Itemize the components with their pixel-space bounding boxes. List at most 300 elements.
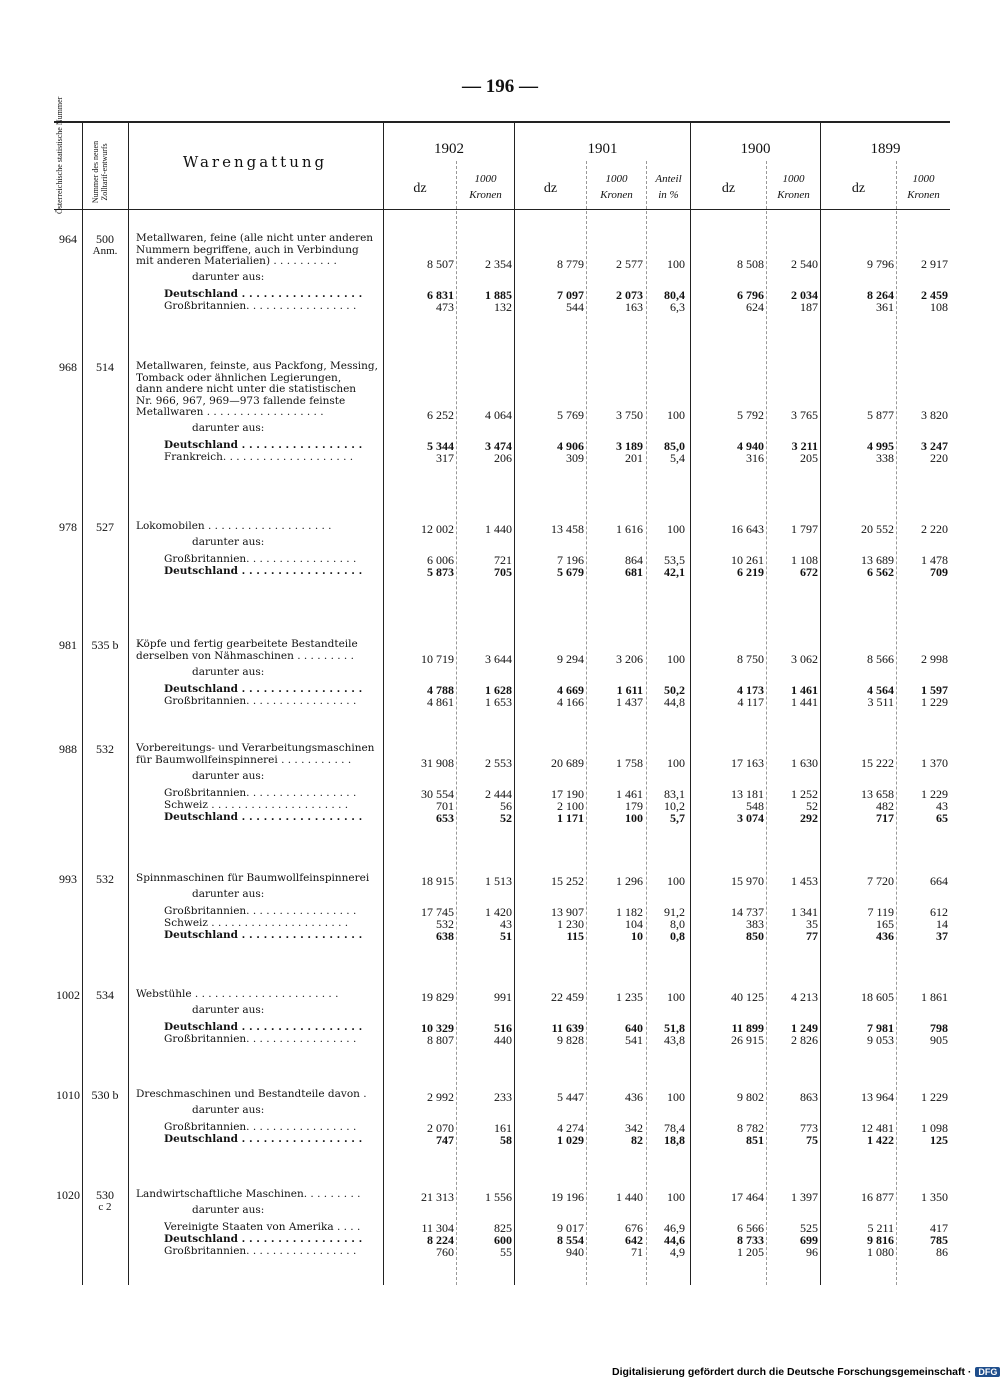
header-warengattung: Warengattung bbox=[182, 153, 328, 171]
country-value: 125 bbox=[930, 1133, 948, 1147]
country-value: 785 bbox=[930, 1233, 948, 1247]
total-value: 1 861 bbox=[921, 990, 948, 1004]
total-value: 991 bbox=[494, 990, 512, 1004]
page-number: — 196 — bbox=[462, 76, 538, 97]
country-name: Deutschland . . . . . . . . . . . . . . . . . bbox=[164, 289, 363, 300]
country-value: 600 bbox=[494, 1233, 512, 1247]
country-value: 1 249 bbox=[791, 1021, 818, 1035]
country-value: 1 461 bbox=[791, 682, 818, 697]
header-dz: dz bbox=[721, 181, 736, 196]
country-value: 760 bbox=[436, 1245, 454, 1259]
header-oesterr-nr: Österreichische statistische Nummer bbox=[55, 96, 64, 214]
country-value: 86 bbox=[936, 1245, 948, 1259]
total-value: 3 750 bbox=[616, 408, 643, 422]
country-value: 361 bbox=[876, 300, 894, 314]
country-value: 1 422 bbox=[867, 1133, 894, 1147]
total-value: 100 bbox=[667, 257, 685, 271]
country-value: 115 bbox=[566, 929, 584, 943]
country-value: 4 669 bbox=[557, 682, 584, 697]
header-dz: dz bbox=[851, 181, 866, 196]
country-name: Deutschland . . . . . . . . . . . . . . . . . bbox=[164, 440, 363, 451]
country-value: 1 108 bbox=[791, 553, 818, 567]
country-value: 3 474 bbox=[485, 439, 512, 453]
country-value: 4 274 bbox=[557, 1121, 584, 1135]
country-name: Großbritannien. . . . . . . . . . . . . . . . . bbox=[164, 787, 357, 799]
country-value: 4 117 bbox=[737, 694, 764, 709]
country-value: 58 bbox=[500, 1133, 512, 1147]
country-value: 4 995 bbox=[867, 439, 894, 453]
country-value: 825 bbox=[494, 1221, 512, 1235]
item-title-line: Metallwaren . . . . . . . . . . . . . . . . . . bbox=[136, 407, 324, 418]
country-value: 30 554 bbox=[421, 786, 454, 801]
total-value: 6 252 bbox=[427, 408, 454, 422]
country-value: 65 bbox=[936, 810, 948, 825]
country-value: 681 bbox=[625, 565, 643, 579]
country-value: 8 807 bbox=[427, 1033, 454, 1047]
country-value: 709 bbox=[930, 565, 948, 579]
country-value: 82 bbox=[631, 1133, 643, 1147]
country-value: 5 211 bbox=[867, 1221, 894, 1235]
country-value: 1 252 bbox=[791, 786, 818, 801]
item-title: Landwirtschaftliche Maschinen. . . . . . . . . bbox=[136, 1189, 361, 1200]
country-value: 851 bbox=[746, 1133, 764, 1147]
country-value: 132 bbox=[494, 300, 512, 314]
country-value: 10 261 bbox=[731, 553, 764, 567]
country-value: 10 329 bbox=[421, 1021, 454, 1035]
country-value: 6 566 bbox=[737, 1221, 764, 1235]
country-value: 165 bbox=[876, 917, 894, 931]
country-value: 3 074 bbox=[737, 810, 764, 825]
darunter-label: darunter aus: bbox=[192, 666, 265, 678]
country-value: 1 478 bbox=[921, 553, 948, 567]
country-value: 85,0 bbox=[664, 439, 685, 453]
item-title-line: derselben von Nähmaschinen . . . . . . . . . bbox=[136, 650, 354, 662]
country-value: 108 bbox=[930, 300, 948, 314]
country-value: 4 940 bbox=[737, 439, 764, 453]
total-value: 100 bbox=[667, 522, 685, 536]
country-value: 77 bbox=[806, 929, 818, 943]
country-value: 17 745 bbox=[421, 905, 454, 919]
total-value: 3 644 bbox=[485, 651, 512, 666]
header-kronen: 1000 Kronen bbox=[777, 173, 810, 201]
tariff-number: 532 bbox=[96, 742, 114, 756]
total-value: 100 bbox=[667, 1190, 685, 1204]
statistical-number: 993 bbox=[59, 872, 77, 886]
country-value: 52 bbox=[500, 810, 512, 825]
column-divider bbox=[82, 121, 83, 1285]
country-value: 6 219 bbox=[737, 565, 764, 579]
item-title: Metallwaren, feine (alle nicht unter anderen bbox=[136, 233, 374, 244]
country-value: 1 230 bbox=[557, 917, 584, 931]
tariff-note: Anm. bbox=[92, 245, 118, 257]
total-value: 8 779 bbox=[557, 257, 584, 271]
total-value: 22 459 bbox=[551, 990, 584, 1004]
total-value: 3 820 bbox=[921, 408, 948, 422]
total-value: 15 970 bbox=[731, 874, 764, 888]
country-value: 1 229 bbox=[921, 786, 948, 801]
header-zolltarif-nr: Nummer des neuen Zolltarif-entwurfs bbox=[91, 140, 109, 204]
country-value: 292 bbox=[800, 810, 818, 825]
country-value: 747 bbox=[436, 1133, 454, 1147]
country-value: 6 562 bbox=[867, 565, 894, 579]
total-value: 233 bbox=[494, 1090, 512, 1104]
country-value: 8 554 bbox=[557, 1233, 584, 1247]
country-value: 1 080 bbox=[867, 1245, 894, 1259]
country-value: 773 bbox=[800, 1121, 818, 1135]
country-name: Schweiz . . . . . . . . . . . . . . . . . . . . . bbox=[164, 799, 349, 811]
total-value: 1 370 bbox=[921, 755, 948, 770]
dfg-logo: DFG bbox=[975, 1367, 1000, 1377]
header-year-1900: 1900 bbox=[740, 141, 771, 157]
total-value: 1 758 bbox=[616, 755, 643, 770]
country-value: 43 bbox=[500, 917, 512, 931]
country-value: 1 098 bbox=[921, 1121, 948, 1135]
country-value: 482 bbox=[876, 798, 894, 813]
country-name: Deutschland . . . . . . . . . . . . . . . . . bbox=[164, 1234, 363, 1245]
country-value: 4 173 bbox=[737, 682, 764, 697]
country-value: 100 bbox=[625, 810, 643, 825]
country-value: 544 bbox=[566, 300, 584, 314]
total-value: 21 313 bbox=[421, 1190, 454, 1204]
total-value: 15 252 bbox=[551, 874, 584, 888]
statistical-number: 1002 bbox=[56, 988, 80, 1002]
country-value: 3 189 bbox=[616, 439, 643, 453]
total-value: 1 630 bbox=[791, 755, 818, 770]
total-value: 5 792 bbox=[737, 408, 764, 422]
country-value: 8 733 bbox=[737, 1233, 764, 1247]
country-value: 3 511 bbox=[867, 694, 894, 709]
country-value: 205 bbox=[800, 451, 818, 465]
tariff-number: 535 b bbox=[91, 638, 119, 652]
item-title: Metallwaren, feinste, aus Packfong, Messing, bbox=[136, 361, 378, 372]
country-value: 9 816 bbox=[867, 1233, 894, 1247]
total-value: 100 bbox=[667, 874, 685, 888]
country-value: 2 073 bbox=[616, 288, 643, 302]
tariff-number: 532 bbox=[96, 872, 114, 886]
total-value: 1 616 bbox=[616, 522, 643, 536]
total-value: 13 964 bbox=[861, 1090, 894, 1104]
country-value: 7 196 bbox=[557, 553, 584, 567]
country-value: 11 899 bbox=[731, 1021, 764, 1035]
column-divider bbox=[128, 121, 129, 1285]
country-value: 9 828 bbox=[557, 1033, 584, 1047]
statistical-number: 978 bbox=[59, 520, 77, 534]
country-value: 12 481 bbox=[861, 1121, 894, 1135]
country-value: 612 bbox=[930, 905, 948, 919]
darunter-label: darunter aus: bbox=[192, 1005, 265, 1016]
country-value: 78,4 bbox=[664, 1121, 685, 1135]
total-value: 20 689 bbox=[551, 755, 584, 770]
country-value: 42,1 bbox=[664, 565, 685, 579]
total-value: 20 552 bbox=[861, 522, 894, 536]
subcolumn-divider bbox=[586, 161, 587, 1285]
total-value: 9 802 bbox=[737, 1090, 764, 1104]
country-value: 653 bbox=[436, 810, 454, 825]
total-value: 17 163 bbox=[731, 755, 764, 770]
header-year-1901: 1901 bbox=[587, 141, 618, 157]
country-value: 6,3 bbox=[670, 300, 685, 314]
total-value: 1 397 bbox=[791, 1190, 818, 1204]
country-value: 4 861 bbox=[427, 694, 454, 709]
total-value: 1 229 bbox=[921, 1090, 948, 1104]
country-name: Deutschland . . . . . . . . . . . . . . . . . bbox=[164, 930, 363, 941]
total-value: 3 206 bbox=[616, 651, 643, 666]
country-value: 1 420 bbox=[485, 905, 512, 919]
header-year-1899: 1899 bbox=[870, 141, 901, 157]
country-value: 1 441 bbox=[791, 694, 818, 709]
country-value: 44,8 bbox=[664, 694, 685, 709]
country-value: 220 bbox=[930, 451, 948, 465]
country-name: Großbritannien. . . . . . . . . . . . . . . . . bbox=[164, 301, 357, 312]
country-value: 71 bbox=[631, 1245, 643, 1259]
country-name: Großbritannien. . . . . . . . . . . . . . . . . bbox=[164, 695, 357, 707]
tariff-number: 527 bbox=[96, 520, 114, 534]
total-value: 2 220 bbox=[921, 522, 948, 536]
total-value: 100 bbox=[667, 408, 685, 422]
country-value: 50,2 bbox=[664, 682, 685, 697]
country-value: 6 006 bbox=[427, 553, 454, 567]
country-value: 46,9 bbox=[664, 1221, 685, 1235]
total-value: 18 605 bbox=[861, 990, 894, 1004]
country-value: 717 bbox=[876, 810, 894, 825]
country-value: 5,4 bbox=[670, 451, 685, 465]
total-value: 17 464 bbox=[731, 1190, 764, 1204]
country-value: 516 bbox=[494, 1021, 512, 1035]
total-value: 1 296 bbox=[616, 874, 643, 888]
country-value: 13 907 bbox=[551, 905, 584, 919]
country-value: 35 bbox=[806, 917, 818, 931]
subcolumn-divider bbox=[646, 161, 647, 1285]
total-value: 12 002 bbox=[421, 522, 454, 536]
total-value: 31 908 bbox=[421, 755, 454, 770]
country-value: 5 344 bbox=[427, 439, 454, 453]
item-title: Dreschmaschinen und Bestandteile davon . bbox=[136, 1089, 367, 1100]
country-value: 53,5 bbox=[664, 553, 685, 567]
country-name: Deutschland . . . . . . . . . . . . . . . . . bbox=[164, 1022, 363, 1033]
total-value: 8 750 bbox=[737, 651, 764, 666]
country-value: 1 205 bbox=[737, 1245, 764, 1259]
subcolumn-divider bbox=[896, 161, 897, 1285]
country-value: 1 597 bbox=[921, 682, 948, 697]
total-value: 664 bbox=[930, 874, 948, 888]
country-name: Vereinigte Staaten von Amerika . . . . bbox=[164, 1222, 361, 1233]
country-value: 7 119 bbox=[867, 905, 894, 919]
item-title: Webstühle . . . . . . . . . . . . . . . . . . . . . . bbox=[136, 989, 339, 1000]
total-value: 4 213 bbox=[791, 990, 818, 1004]
country-value: 91,2 bbox=[664, 905, 685, 919]
country-value: 14 bbox=[936, 917, 948, 931]
total-value: 13 458 bbox=[551, 522, 584, 536]
country-value: 104 bbox=[625, 917, 643, 931]
country-name: Großbritannien. . . . . . . . . . . . . . . . . bbox=[164, 1122, 357, 1133]
country-value: 5 679 bbox=[557, 565, 584, 579]
country-value: 10 bbox=[631, 929, 643, 943]
table-top-rule bbox=[54, 121, 950, 123]
total-value: 8 566 bbox=[867, 651, 894, 666]
total-value: 100 bbox=[667, 1090, 685, 1104]
country-value: 1 437 bbox=[616, 694, 643, 709]
total-value: 1 235 bbox=[616, 990, 643, 1004]
country-value: 11 639 bbox=[551, 1021, 584, 1035]
country-name: Deutschland . . . . . . . . . . . . . . . . . bbox=[164, 811, 363, 823]
item-title-line: für Baumwollfeinspinnerei . . . . . . . . . . . bbox=[136, 754, 352, 766]
country-value: 473 bbox=[436, 300, 454, 314]
total-value: 5 447 bbox=[557, 1090, 584, 1104]
total-value: 2 998 bbox=[921, 651, 948, 666]
country-value: 850 bbox=[746, 929, 764, 943]
item-title: Vorbereitungs- und Verarbeitungsmaschinen bbox=[136, 743, 375, 754]
country-value: 309 bbox=[566, 451, 584, 465]
darunter-label: darunter aus: bbox=[192, 1105, 265, 1116]
country-name: Großbritannien. . . . . . . . . . . . . . . . . bbox=[164, 1034, 357, 1045]
darunter-label: darunter aus: bbox=[192, 272, 265, 283]
country-name: Schweiz . . . . . . . . . . . . . . . . . . . . . bbox=[164, 918, 349, 929]
country-value: 642 bbox=[625, 1233, 643, 1247]
country-value: 1 029 bbox=[557, 1133, 584, 1147]
country-value: 206 bbox=[494, 451, 512, 465]
country-value: 18,8 bbox=[664, 1133, 685, 1147]
country-value: 1 653 bbox=[485, 694, 512, 709]
statistical-number: 968 bbox=[59, 360, 77, 374]
country-value: 11 304 bbox=[421, 1221, 454, 1235]
country-value: 672 bbox=[800, 565, 818, 579]
country-value: 1 461 bbox=[616, 786, 643, 801]
total-value: 100 bbox=[667, 755, 685, 770]
country-value: 9 053 bbox=[867, 1033, 894, 1047]
total-value: 863 bbox=[800, 1090, 818, 1104]
country-value: 316 bbox=[746, 451, 764, 465]
subcolumn-divider bbox=[766, 161, 767, 1285]
subcolumn-divider bbox=[456, 161, 457, 1285]
total-value: 40 125 bbox=[731, 990, 764, 1004]
item-title-line: Tomback oder ähnlichen Legierungen, bbox=[136, 372, 342, 384]
total-value: 1 440 bbox=[616, 1190, 643, 1204]
total-value: 19 196 bbox=[551, 1190, 584, 1204]
item-title-line: Nummern begriffene, auch in Verbindung bbox=[136, 244, 359, 256]
country-value: 187 bbox=[800, 300, 818, 314]
country-value: 864 bbox=[625, 553, 643, 567]
total-value: 2 917 bbox=[921, 257, 948, 271]
country-value: 44,6 bbox=[664, 1233, 685, 1247]
statistical-number: 988 bbox=[59, 742, 77, 756]
country-value: 52 bbox=[806, 798, 818, 813]
country-value: 317 bbox=[436, 451, 454, 465]
country-value: 13 689 bbox=[861, 553, 894, 567]
country-value: 6 831 bbox=[427, 288, 454, 302]
total-value: 8 507 bbox=[427, 257, 454, 271]
country-value: 80,4 bbox=[664, 288, 685, 302]
total-value: 1 556 bbox=[485, 1190, 512, 1204]
total-value: 1 350 bbox=[921, 1190, 948, 1204]
country-value: 26 915 bbox=[731, 1033, 764, 1047]
country-value: 8 264 bbox=[867, 288, 894, 302]
total-value: 2 992 bbox=[427, 1090, 454, 1104]
country-value: 798 bbox=[930, 1021, 948, 1035]
country-value: 548 bbox=[746, 798, 764, 813]
country-value: 51,8 bbox=[664, 1021, 685, 1035]
item-title-line: dann andere nicht unter die statistischen bbox=[136, 384, 357, 395]
total-value: 100 bbox=[667, 651, 685, 666]
statistical-number: 1010 bbox=[56, 1088, 80, 1102]
country-value: 2 100 bbox=[557, 798, 584, 813]
tariff-note: c 2 bbox=[98, 1201, 112, 1213]
total-value: 8 508 bbox=[737, 257, 764, 271]
total-value: 3 765 bbox=[791, 408, 818, 422]
country-value: 905 bbox=[930, 1033, 948, 1047]
country-value: 5 873 bbox=[427, 565, 454, 579]
total-value: 3 062 bbox=[791, 651, 818, 666]
country-value: 0,8 bbox=[670, 929, 685, 943]
total-value: 2 540 bbox=[791, 257, 818, 271]
country-value: 440 bbox=[494, 1033, 512, 1047]
country-value: 640 bbox=[625, 1021, 643, 1035]
country-value: 676 bbox=[625, 1221, 643, 1235]
tariff-number: 514 bbox=[96, 360, 114, 374]
total-value: 1 453 bbox=[791, 874, 818, 888]
total-value: 18 915 bbox=[421, 874, 454, 888]
country-value: 638 bbox=[436, 929, 454, 943]
header-kronen: 1000 Kronen bbox=[469, 173, 502, 201]
darunter-label: darunter aus: bbox=[192, 423, 265, 434]
total-value: 2 577 bbox=[616, 257, 643, 271]
total-value: 19 829 bbox=[421, 990, 454, 1004]
country-value: 1 611 bbox=[616, 682, 643, 697]
country-value: 56 bbox=[500, 798, 512, 813]
statistical-number: 981 bbox=[59, 638, 77, 652]
country-value: 2 826 bbox=[791, 1033, 818, 1047]
country-name: Großbritannien. . . . . . . . . . . . . . . . . bbox=[164, 906, 357, 917]
country-value: 338 bbox=[876, 451, 894, 465]
country-value: 701 bbox=[436, 798, 454, 813]
country-value: 10,2 bbox=[664, 798, 685, 813]
country-value: 383 bbox=[746, 917, 764, 931]
country-value: 436 bbox=[876, 929, 894, 943]
darunter-label: darunter aus: bbox=[192, 1205, 265, 1216]
country-value: 4 906 bbox=[557, 439, 584, 453]
country-value: 705 bbox=[494, 565, 512, 579]
country-value: 2 444 bbox=[485, 786, 512, 801]
header-kronen: 1000 Kronen bbox=[907, 173, 940, 201]
country-value: 8,0 bbox=[670, 917, 685, 931]
header-dz: dz bbox=[543, 181, 558, 196]
tariff-number: 534 bbox=[96, 988, 114, 1002]
item-title: Spinnmaschinen für Baumwollfeinspinnerei bbox=[136, 873, 370, 884]
country-value: 8 782 bbox=[737, 1121, 764, 1135]
header-dz: dz bbox=[413, 181, 427, 196]
country-name: Großbritannien. . . . . . . . . . . . . . . . . bbox=[164, 1246, 357, 1257]
country-value: 5,7 bbox=[670, 810, 685, 825]
darunter-label: darunter aus: bbox=[192, 770, 265, 782]
country-value: 1 628 bbox=[485, 682, 512, 697]
country-value: 2 459 bbox=[921, 288, 948, 302]
country-value: 2 070 bbox=[427, 1121, 454, 1135]
total-value: 2 553 bbox=[485, 755, 512, 770]
total-value: 15 222 bbox=[861, 755, 894, 770]
item-title-line: mit anderen Materialien) . . . . . . . . . . bbox=[136, 256, 337, 267]
country-value: 83,1 bbox=[664, 786, 685, 801]
item-title-line: Nr. 966, 967, 969—973 fallende feinste bbox=[136, 395, 346, 407]
total-value: 1 440 bbox=[485, 522, 512, 536]
country-value: 8 224 bbox=[427, 1233, 454, 1247]
total-value: 9 796 bbox=[867, 257, 894, 271]
country-value: 417 bbox=[930, 1221, 948, 1235]
country-name: Deutschland . . . . . . . . . . . . . . . . . bbox=[164, 683, 363, 695]
country-value: 1 885 bbox=[485, 288, 512, 302]
total-value: 16 877 bbox=[861, 1190, 894, 1204]
header-kronen: 1000 Kronen bbox=[600, 173, 633, 201]
total-value: 9 294 bbox=[557, 651, 584, 666]
country-value: 201 bbox=[625, 451, 643, 465]
